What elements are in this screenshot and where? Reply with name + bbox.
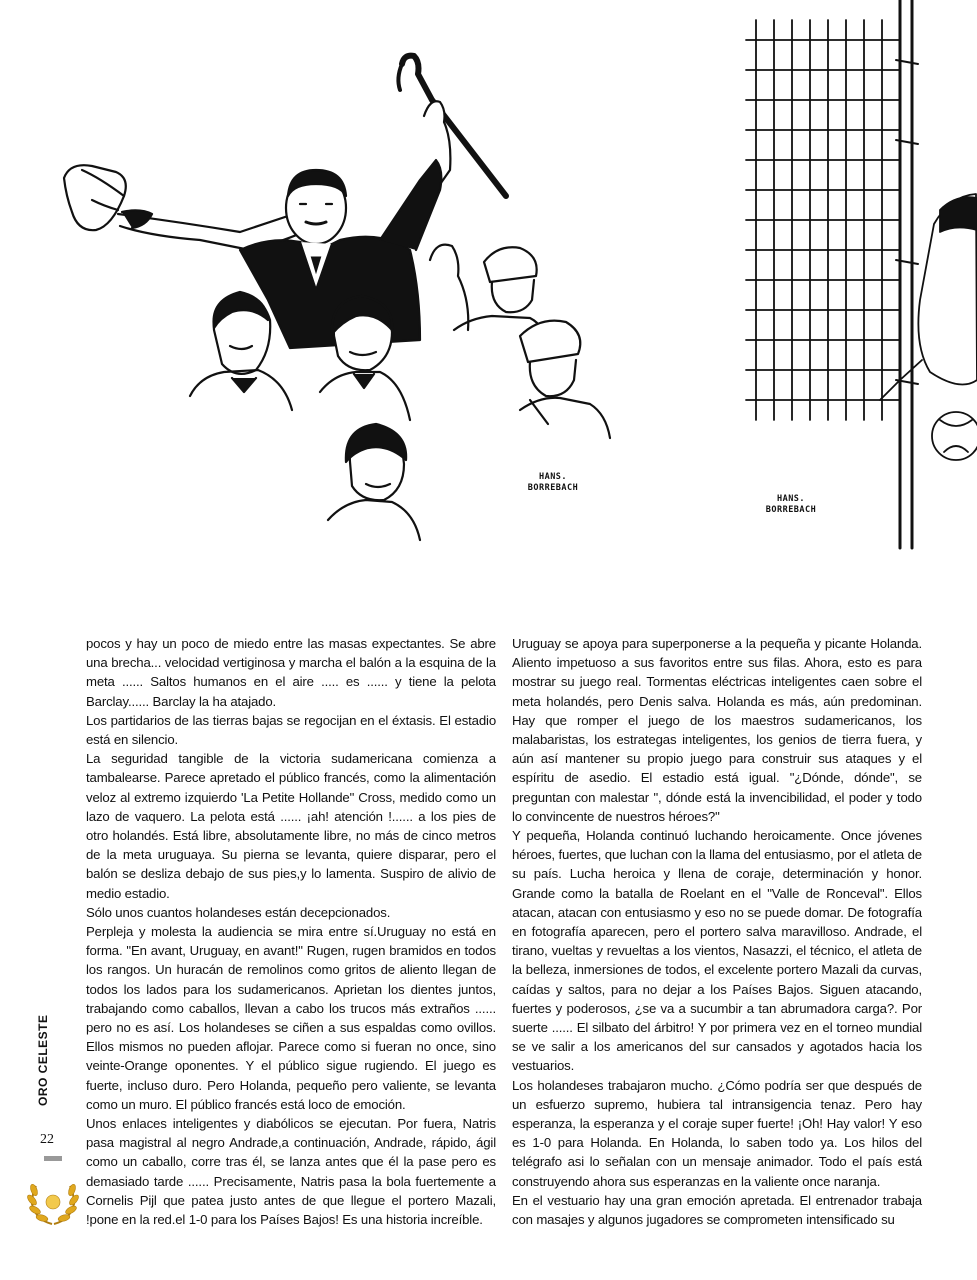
page-number: 22 <box>40 1132 54 1147</box>
cartoon-illustration <box>0 0 977 560</box>
paragraph: Los holandeses trabajaron mucho. ¿Cómo podría ser que después de un esfuerzo supremo, hubiera tal intransigencia tenaz. Pero hay esperanza, la esperanza y el coraje super fuerte! ¡Oh! Hay valor! Y eso es 1-0 para Holanda. En Holanda, lo saben todo ya. Los hilos del telégrafo asi lo señalan con un mensaje animador. Todo el país está construyendo ahora sus esperanzas en la valiente once naranja. <box>512 1077 922 1189</box>
paragraph: pocos y hay un poco de miedo entre las masas expectantes. Se abre una brecha... velocidad vertiginosa y marcha el balón a la esquina de la meta ...... Saltos humanos en el aire ..... es ...... y tiene la pelota Barclay...... Barclay la ha atajado. <box>86 636 496 709</box>
text-column-right <box>512 634 922 1229</box>
paragraph: En el vestuario hay una gran emoción apretada. El entrenador trabaja con masajes y algunos jugadores se comprometen intensificado su <box>512 1192 922 1228</box>
paragraph: Sólo unos cuantos holandeses están decepcionados. <box>86 904 391 920</box>
goal-net-cartoon <box>746 0 977 548</box>
paragraph: Unos enlaces inteligentes y diabólicos se ejecutan. Por fuera, Natris pasa magistral al negro Andrade,a continuación, Andrade, rápido, ágil como un caballo, corre tras él, se lanza antes que él la pase pero es demasiado tarde ...... Precisamente, Natris pasa la bola fuertemente a Cornelis Pijl que patea justo antes de que llegue el portero Mazali, !pone en la red.el 1-0 para los Países Bajos! Es una historia increíble. <box>86 1116 496 1228</box>
illustration-signature-right: HANS. BORREBACH <box>765 494 817 515</box>
text-column-left <box>86 634 496 1229</box>
page-marker-bar <box>44 1156 62 1161</box>
laurel-wreath-icon <box>26 1176 80 1230</box>
paragraph: Los partidarios de las tierras bajas se regocijan en el éxtasis. El estadio está en silencio. <box>86 712 496 748</box>
paragraph: Perpleja y molesta la audiencia se mira entre sí.Uruguay no está en forma. "En avant, Uruguay, en avant!" Rugen, rugen bramidos en todos los rangos. Un huracán de remolinos como gritos de aliento llegan de todos los lados para los sudamericanos. Aprietan los dientes juntos, trabajando como caballos, llevan a cabo los trucos más extraños ...... pero no es así. Los holandeses se ciñen a sus espaldas como ovillos. Ellos mismos no pueden aflojar. Parece como si fueran no once, sino veinte-Orange oponentes. Y el público sigue rugiendo. El juego es fuerte, incluso duro. Pero Holanda, pequeño pero valiente, se levanta como un muro. El público francés está loco de emoción. <box>86 924 496 1112</box>
paragraph: La seguridad tangible de la victoria sudamericana comienza a tambalearse. Parece apretado el público francés, como la alimentación veloz al extremo izquierdo 'La Petite Hollande" Cross, medido como un lazo de vaquero. La pelota está ...... ¡ah! atención !...... a los pies de otro holandés. Está libre, absolutamente libre, no más de cinco metros de la meta uruguaya. Su pierna se levanta, quiere disparar, pero el balón se desliza debajo de sus pies,y lo lamenta. Suspiro de alivio de medio estadio. <box>86 751 496 901</box>
paragraph: Y pequeña, Holanda continuó luchando heroicamente. Once jóvenes héroes, fuertes, que luchan con la llama del entusiasmo, por el atleta de su país. Lucha heroica y llena de coraje, determinación y honor. Grande como la batalla de Roelant en el "Valle de Ronceval". Ellos atacan, atacan con entusiasmo y eso no se puede domar. De fotografía en fotografía aparecen, pero el portero salva maravilloso. Andrade, el tirano, vueltas y revueltas a los vientos, Nasazzi, el técnico, el atleta de la belleza, inmersiones de todos, el excelente portero Mazali da curvas, caídas y saltos, para no dejar a los Países Bajos. Siguen atacando, fuertes y poderosos, ¿se va a sucumbir a tan abrumadora carga?. Por suerte ...... El silbato del árbitro! Y por primera vez en el torneo mundial se ve salir a los americanos del sur cansados y agotados hacia los vestuarios. <box>512 828 922 1074</box>
paragraph: Uruguay se apoya para superponerse a la pequeña y picante Holanda. Aliento impetuoso a sus favoritos entre sus filas. Ahora, esto es para mostrar su juego real. Tormentas eléctricas inteligentes caen sobre el meta holandés, pero Denis salva. Holanda es más, aún predominan. Hay que romper el juego de los maestros sudamericanos, los malabaristas, los estrategas inteligentes, los genios de tierra fuera, y aún así mantener su propio juego para construir sus ataques y el espíritu de asedio. El estadio está igual. "¿Dónde, dónde", se preguntan con malestar ", dónde está la invencibilidad, el poder y todo lo convincente de nuestros héroes?" <box>512 636 922 824</box>
section-label: ORO CELESTE <box>36 1014 50 1106</box>
crowd-cartoon <box>64 56 610 540</box>
illustration-signature-left: HANS. BORREBACH <box>527 472 579 493</box>
